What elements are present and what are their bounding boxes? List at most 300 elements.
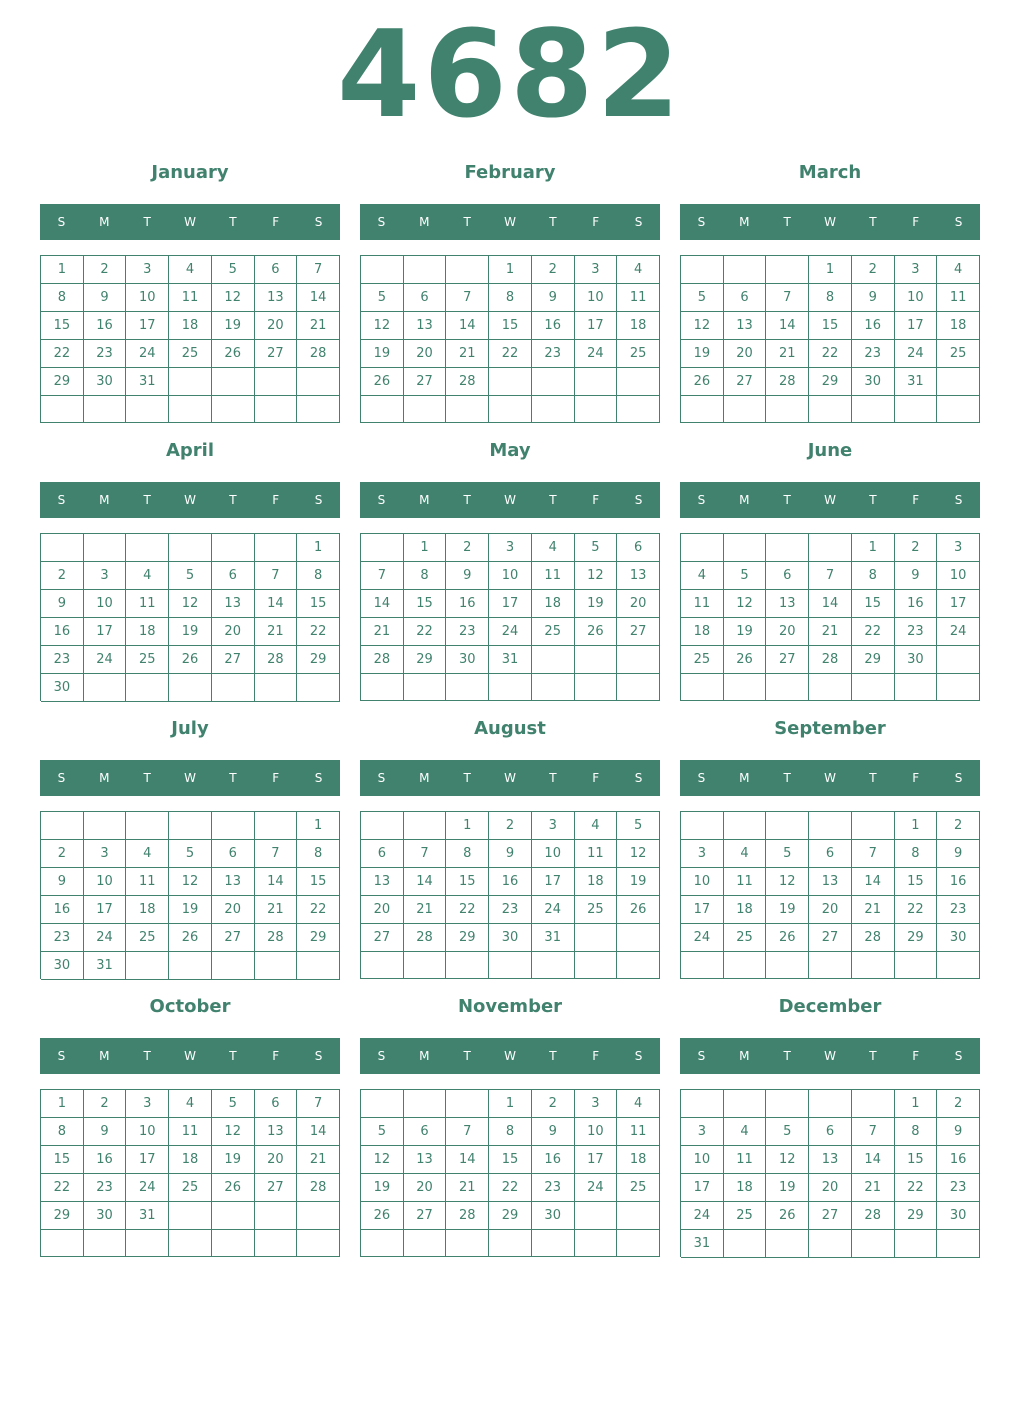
day-cell: 21 <box>297 1146 340 1174</box>
empty-cell <box>532 396 575 423</box>
day-cell: 30 <box>41 952 84 980</box>
day-cell: 9 <box>446 562 489 590</box>
day-cell: 14 <box>255 590 298 618</box>
empty-cell <box>809 396 852 423</box>
day-cell: 18 <box>169 1146 212 1174</box>
day-cell: 24 <box>126 1174 169 1202</box>
day-cell: 11 <box>681 590 724 618</box>
empty-cell <box>575 952 618 979</box>
empty-cell <box>617 368 660 396</box>
day-cell: 8 <box>809 284 852 312</box>
day-cell: 30 <box>489 924 532 952</box>
day-cell: 17 <box>489 590 532 618</box>
empty-cell <box>404 952 447 979</box>
day-cell: 19 <box>212 312 255 340</box>
weekday-label: W <box>504 493 516 507</box>
year-title: 4682 <box>337 6 683 145</box>
empty-cell <box>937 952 980 979</box>
weekday-label: S <box>377 493 386 507</box>
day-cell: 9 <box>41 590 84 618</box>
day-cell: 16 <box>532 1146 575 1174</box>
day-cell: 12 <box>361 312 404 340</box>
day-cell: 22 <box>297 618 340 646</box>
empty-cell <box>532 368 575 396</box>
empty-cell <box>681 256 724 284</box>
weekday-label: W <box>824 1049 836 1063</box>
weekday-label: T <box>869 1049 877 1063</box>
day-cell: 25 <box>532 618 575 646</box>
weekday-label: S <box>314 493 323 507</box>
day-cell: 20 <box>255 1146 298 1174</box>
day-cell: 15 <box>404 590 447 618</box>
day-cell: 31 <box>84 952 127 980</box>
day-cell: 25 <box>617 340 660 368</box>
empty-cell <box>532 952 575 979</box>
day-cell: 11 <box>575 840 618 868</box>
day-cell: 27 <box>212 646 255 674</box>
day-cell: 3 <box>895 256 938 284</box>
empty-cell <box>404 256 447 284</box>
empty-cell <box>532 674 575 701</box>
empty-cell <box>446 396 489 423</box>
empty-cell <box>852 674 895 701</box>
day-grid <box>680 533 980 701</box>
day-cell: 17 <box>937 590 980 618</box>
weekday-label: W <box>184 493 196 507</box>
month-name: April <box>165 440 215 461</box>
weekday-label: S <box>954 1049 963 1063</box>
empty-cell <box>532 1230 575 1257</box>
day-cell: 29 <box>446 924 489 952</box>
empty-cell <box>126 1230 169 1257</box>
day-cell: 8 <box>852 562 895 590</box>
day-cell: 12 <box>617 840 660 868</box>
day-cell: 18 <box>169 312 212 340</box>
empty-cell <box>41 812 84 840</box>
day-cell: 18 <box>617 312 660 340</box>
day-cell: 3 <box>84 562 127 590</box>
empty-cell <box>361 256 404 284</box>
day-cell: 25 <box>126 924 169 952</box>
day-cell: 20 <box>617 590 660 618</box>
weekday-label: S <box>314 215 323 229</box>
day-cell: 9 <box>84 284 127 312</box>
day-cell: 29 <box>41 1202 84 1230</box>
empty-cell <box>212 1202 255 1230</box>
day-cell: 7 <box>255 562 298 590</box>
month-name: February <box>464 162 556 183</box>
day-cell: 2 <box>84 1090 127 1118</box>
day-cell: 5 <box>212 256 255 284</box>
day-cell: 18 <box>575 868 618 896</box>
day-cell: 21 <box>404 896 447 924</box>
day-cell: 24 <box>681 924 724 952</box>
empty-cell <box>169 368 212 396</box>
day-cell: 14 <box>297 284 340 312</box>
day-cell: 26 <box>575 618 618 646</box>
day-cell: 11 <box>126 868 169 896</box>
day-cell: 10 <box>532 840 575 868</box>
day-cell: 15 <box>895 868 938 896</box>
day-cell: 1 <box>297 812 340 840</box>
empty-cell <box>809 812 852 840</box>
day-cell: 18 <box>126 896 169 924</box>
day-cell: 9 <box>852 284 895 312</box>
empty-cell <box>404 812 447 840</box>
day-cell: 4 <box>724 1118 767 1146</box>
day-cell: 29 <box>404 646 447 674</box>
empty-cell <box>617 952 660 979</box>
weekday-label: F <box>912 493 920 507</box>
day-cell: 2 <box>489 812 532 840</box>
day-cell: 3 <box>681 840 724 868</box>
day-cell: 3 <box>489 534 532 562</box>
empty-cell <box>212 812 255 840</box>
day-cell: 27 <box>617 618 660 646</box>
empty-cell <box>297 674 340 702</box>
day-cell: 22 <box>852 618 895 646</box>
weekday-label: S <box>314 771 323 785</box>
empty-cell <box>809 952 852 979</box>
day-cell: 15 <box>852 590 895 618</box>
day-cell: 24 <box>532 896 575 924</box>
day-cell: 2 <box>937 1090 980 1118</box>
day-cell: 6 <box>809 840 852 868</box>
empty-cell <box>126 674 169 702</box>
day-cell: 15 <box>809 312 852 340</box>
weekday-label: M <box>419 215 430 229</box>
day-cell: 8 <box>41 284 84 312</box>
day-grid <box>40 533 340 701</box>
day-cell: 7 <box>446 284 489 312</box>
weekday-label: M <box>739 493 750 507</box>
empty-cell <box>297 952 340 980</box>
empty-cell <box>681 396 724 423</box>
day-grid <box>680 811 980 979</box>
day-cell: 19 <box>766 896 809 924</box>
day-cell: 17 <box>126 1146 169 1174</box>
day-cell: 26 <box>169 924 212 952</box>
day-cell: 22 <box>489 1174 532 1202</box>
day-cell: 28 <box>404 924 447 952</box>
day-cell: 23 <box>41 646 84 674</box>
day-cell: 6 <box>255 256 298 284</box>
day-cell: 12 <box>169 590 212 618</box>
weekday-label: M <box>419 771 430 785</box>
day-cell: 27 <box>766 646 809 674</box>
day-cell: 26 <box>617 896 660 924</box>
empty-cell <box>297 368 340 396</box>
empty-cell <box>404 1230 447 1257</box>
day-cell: 15 <box>41 1146 84 1174</box>
weekday-header <box>360 482 660 518</box>
weekday-label: S <box>954 215 963 229</box>
weekday-label: S <box>57 771 66 785</box>
day-cell: 26 <box>212 340 255 368</box>
day-cell: 18 <box>532 590 575 618</box>
day-cell: 27 <box>361 924 404 952</box>
day-cell: 22 <box>489 340 532 368</box>
day-cell: 15 <box>297 590 340 618</box>
day-cell: 29 <box>852 646 895 674</box>
weekday-label: S <box>697 771 706 785</box>
day-cell: 5 <box>361 1118 404 1146</box>
empty-cell <box>766 396 809 423</box>
day-cell: 29 <box>297 924 340 952</box>
day-cell: 27 <box>809 1202 852 1230</box>
day-cell: 19 <box>361 340 404 368</box>
empty-cell <box>297 1230 340 1257</box>
day-cell: 8 <box>41 1118 84 1146</box>
day-cell: 28 <box>361 646 404 674</box>
day-cell: 26 <box>361 368 404 396</box>
day-cell: 12 <box>681 312 724 340</box>
day-cell: 20 <box>212 896 255 924</box>
weekday-label: F <box>592 215 600 229</box>
empty-cell <box>724 1090 767 1118</box>
day-cell: 24 <box>575 340 618 368</box>
day-cell: 1 <box>489 256 532 284</box>
empty-cell <box>212 674 255 702</box>
day-cell: 18 <box>617 1146 660 1174</box>
weekday-label: S <box>57 215 66 229</box>
day-cell: 13 <box>212 590 255 618</box>
weekday-label: M <box>99 493 110 507</box>
day-cell: 13 <box>809 868 852 896</box>
day-cell: 6 <box>212 562 255 590</box>
empty-cell <box>617 646 660 674</box>
day-cell: 16 <box>852 312 895 340</box>
day-cell: 11 <box>169 284 212 312</box>
day-cell: 26 <box>724 646 767 674</box>
empty-cell <box>575 646 618 674</box>
day-cell: 7 <box>297 256 340 284</box>
day-cell: 9 <box>489 840 532 868</box>
weekday-label: S <box>377 771 386 785</box>
weekday-label: T <box>869 215 877 229</box>
day-cell: 20 <box>361 896 404 924</box>
empty-cell <box>895 396 938 423</box>
empty-cell <box>809 674 852 701</box>
empty-cell <box>361 1090 404 1118</box>
day-cell: 8 <box>297 840 340 868</box>
day-grid <box>680 255 980 423</box>
weekday-label: S <box>697 1049 706 1063</box>
empty-cell <box>84 1230 127 1257</box>
day-cell: 1 <box>809 256 852 284</box>
day-cell: 18 <box>937 312 980 340</box>
day-cell: 13 <box>212 868 255 896</box>
day-cell: 1 <box>489 1090 532 1118</box>
weekday-label: T <box>549 493 557 507</box>
day-cell: 20 <box>212 618 255 646</box>
weekday-label: W <box>824 771 836 785</box>
day-cell: 4 <box>575 812 618 840</box>
day-cell: 17 <box>575 1146 618 1174</box>
empty-cell <box>361 1230 404 1257</box>
day-cell: 30 <box>84 368 127 396</box>
day-cell: 29 <box>895 1202 938 1230</box>
day-cell: 3 <box>575 256 618 284</box>
empty-cell <box>809 1230 852 1258</box>
day-cell: 5 <box>681 284 724 312</box>
day-cell: 2 <box>532 1090 575 1118</box>
empty-cell <box>84 674 127 702</box>
empty-cell <box>681 674 724 701</box>
day-cell: 11 <box>724 868 767 896</box>
weekday-label: T <box>463 493 471 507</box>
day-cell: 2 <box>895 534 938 562</box>
weekday-label: F <box>272 493 280 507</box>
day-cell: 6 <box>212 840 255 868</box>
day-grid <box>360 811 660 979</box>
weekday-label: S <box>377 1049 386 1063</box>
day-cell: 10 <box>681 868 724 896</box>
day-cell: 13 <box>766 590 809 618</box>
empty-cell <box>895 1230 938 1258</box>
day-cell: 26 <box>212 1174 255 1202</box>
weekday-label: M <box>99 215 110 229</box>
day-cell: 10 <box>126 1118 169 1146</box>
day-cell: 10 <box>84 868 127 896</box>
day-cell: 31 <box>681 1230 724 1258</box>
day-cell: 10 <box>126 284 169 312</box>
weekday-header <box>680 204 980 240</box>
day-cell: 9 <box>937 1118 980 1146</box>
day-cell: 16 <box>41 896 84 924</box>
day-cell: 11 <box>617 284 660 312</box>
month-name: January <box>151 162 229 183</box>
day-cell: 4 <box>617 1090 660 1118</box>
empty-cell <box>617 396 660 423</box>
day-cell: 28 <box>852 1202 895 1230</box>
day-cell: 8 <box>489 1118 532 1146</box>
day-cell: 25 <box>169 340 212 368</box>
empty-cell <box>766 812 809 840</box>
day-cell: 16 <box>84 312 127 340</box>
weekday-label: S <box>634 493 643 507</box>
day-cell: 27 <box>404 368 447 396</box>
empty-cell <box>724 952 767 979</box>
day-cell: 7 <box>809 562 852 590</box>
empty-cell <box>575 924 618 952</box>
empty-cell <box>489 952 532 979</box>
day-cell: 22 <box>446 896 489 924</box>
empty-cell <box>937 396 980 423</box>
day-cell: 11 <box>617 1118 660 1146</box>
day-cell: 12 <box>766 1146 809 1174</box>
day-cell: 4 <box>532 534 575 562</box>
empty-cell <box>489 1230 532 1257</box>
day-cell: 12 <box>169 868 212 896</box>
day-grid <box>360 255 660 423</box>
day-cell: 16 <box>41 618 84 646</box>
day-cell: 24 <box>681 1202 724 1230</box>
empty-cell <box>446 256 489 284</box>
day-cell: 23 <box>489 896 532 924</box>
month-name: October <box>149 996 231 1017</box>
day-cell: 21 <box>852 1174 895 1202</box>
day-cell: 7 <box>404 840 447 868</box>
empty-cell <box>255 368 298 396</box>
day-cell: 16 <box>937 868 980 896</box>
day-cell: 22 <box>895 1174 938 1202</box>
empty-cell <box>532 646 575 674</box>
day-cell: 8 <box>895 840 938 868</box>
day-cell: 24 <box>575 1174 618 1202</box>
weekday-label: S <box>634 215 643 229</box>
weekday-label: T <box>549 1049 557 1063</box>
day-cell: 29 <box>809 368 852 396</box>
day-cell: 20 <box>404 1174 447 1202</box>
day-cell: 26 <box>361 1202 404 1230</box>
empty-cell <box>255 1202 298 1230</box>
empty-cell <box>41 1230 84 1257</box>
day-cell: 10 <box>489 562 532 590</box>
empty-cell <box>446 1230 489 1257</box>
day-cell: 22 <box>895 896 938 924</box>
empty-cell <box>852 1090 895 1118</box>
weekday-label: F <box>272 215 280 229</box>
day-cell: 31 <box>126 368 169 396</box>
day-cell: 14 <box>446 1146 489 1174</box>
day-cell: 9 <box>937 840 980 868</box>
weekday-label: T <box>229 215 237 229</box>
day-cell: 2 <box>41 840 84 868</box>
empty-cell <box>255 812 298 840</box>
day-cell: 23 <box>84 340 127 368</box>
empty-cell <box>617 1202 660 1230</box>
empty-cell <box>766 952 809 979</box>
empty-cell <box>212 1230 255 1257</box>
empty-cell <box>41 396 84 423</box>
day-cell: 22 <box>404 618 447 646</box>
weekday-label: F <box>912 771 920 785</box>
weekday-label: T <box>783 1049 791 1063</box>
empty-cell <box>617 674 660 701</box>
empty-cell <box>169 952 212 980</box>
day-cell: 10 <box>84 590 127 618</box>
day-cell: 14 <box>852 1146 895 1174</box>
day-cell: 14 <box>255 868 298 896</box>
day-cell: 29 <box>297 646 340 674</box>
day-cell: 14 <box>404 868 447 896</box>
empty-cell <box>724 812 767 840</box>
day-cell: 15 <box>489 312 532 340</box>
weekday-label: S <box>634 1049 643 1063</box>
weekday-label: S <box>314 1049 323 1063</box>
empty-cell <box>84 396 127 423</box>
day-cell: 21 <box>809 618 852 646</box>
day-cell: 4 <box>937 256 980 284</box>
day-cell: 19 <box>212 1146 255 1174</box>
day-cell: 21 <box>255 896 298 924</box>
day-cell: 20 <box>809 1174 852 1202</box>
day-cell: 19 <box>766 1174 809 1202</box>
day-cell: 15 <box>297 868 340 896</box>
empty-cell <box>404 396 447 423</box>
weekday-label: W <box>184 1049 196 1063</box>
day-cell: 31 <box>532 924 575 952</box>
day-cell: 4 <box>169 256 212 284</box>
day-cell: 20 <box>766 618 809 646</box>
day-cell: 26 <box>681 368 724 396</box>
empty-cell <box>169 812 212 840</box>
weekday-label: S <box>57 1049 66 1063</box>
weekday-label: W <box>184 215 196 229</box>
empty-cell <box>84 534 127 562</box>
empty-cell <box>724 256 767 284</box>
